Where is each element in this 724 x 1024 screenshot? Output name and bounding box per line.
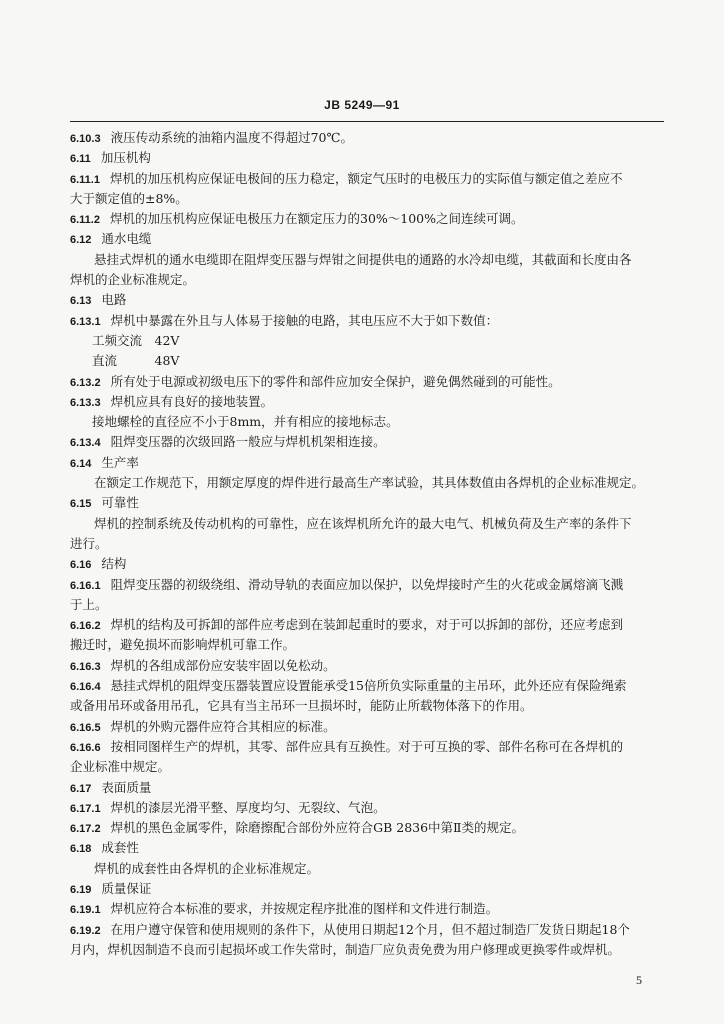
continuation-line bbox=[70, 940, 670, 960]
clause-text: 焊机的成套性由各焊机的企业标准规定。 bbox=[94, 860, 320, 876]
clause-line bbox=[70, 453, 670, 473]
clause-text: 表面质量 bbox=[101, 779, 152, 795]
clause-text: 液压传动系统的油箱内温度不得超过70℃。 bbox=[110, 130, 353, 145]
clause-line bbox=[70, 554, 670, 574]
clause-number: 6.16 bbox=[70, 559, 92, 572]
clause-text: 按相同图样生产的焊机，其零、部件应具有互换性。对于可互换的零、部件名称可在各焊机的 bbox=[110, 738, 624, 754]
clause-text: 企业标准中规定。 bbox=[70, 759, 171, 775]
clause-text: 结构 bbox=[101, 556, 127, 572]
clause-line bbox=[70, 128, 670, 148]
clause-text: 生产率 bbox=[101, 454, 139, 470]
continuation-line bbox=[70, 412, 670, 432]
clause-line bbox=[70, 879, 670, 899]
clause-number: 6.17 bbox=[70, 782, 92, 795]
clause-line bbox=[70, 676, 670, 696]
clause-number: 6.16.1 bbox=[70, 579, 101, 592]
clause-text: 可靠性 bbox=[101, 495, 139, 511]
clause-text: 焊机中暴露在外且与人体易于接触的电路，其电压应不大于如下数值： bbox=[110, 312, 499, 328]
clause-line bbox=[70, 615, 670, 635]
header-rule bbox=[70, 121, 664, 122]
continuation-line bbox=[70, 189, 670, 209]
clause-text: 焊机应具有良好的接地装置。 bbox=[110, 393, 274, 409]
continuation-line bbox=[70, 331, 670, 351]
clause-text: 电路 bbox=[101, 292, 127, 308]
clause-number: 6.16.2 bbox=[70, 620, 101, 633]
clause-text: 成套性 bbox=[101, 840, 139, 856]
clause-number: 6.12 bbox=[70, 234, 92, 247]
clause-line bbox=[70, 778, 670, 798]
clause-line bbox=[70, 392, 670, 412]
clause-text: 焊机的漆层光滑平整、厚度均匀、无裂纹、气泡。 bbox=[110, 799, 386, 815]
continuation-line bbox=[70, 757, 670, 777]
clause-number: 6.16.3 bbox=[70, 660, 101, 673]
clause-text: 焊机的加压机构应保证电极间的压力稳定，额定气压时的电极压力的实际值与额定值之差应不 bbox=[109, 170, 623, 186]
clause-number: 6.19 bbox=[70, 883, 92, 896]
document-body bbox=[70, 128, 670, 960]
clause-text: 接地螺栓的直径应不小于8mm，并有相应的接地标志。 bbox=[92, 414, 399, 430]
clause-text: 进行。 bbox=[70, 535, 108, 551]
clause-text: 加压机构 bbox=[100, 150, 151, 166]
clause-line bbox=[70, 372, 670, 392]
clause-number: 6.13.4 bbox=[70, 437, 101, 450]
clause-number: 6.19.2 bbox=[70, 924, 101, 937]
clause-number: 6.16.6 bbox=[70, 741, 101, 754]
clause-line bbox=[70, 169, 670, 189]
clause-number: 6.13.3 bbox=[70, 396, 101, 409]
continuation-line bbox=[70, 351, 670, 371]
clause-line bbox=[70, 311, 670, 331]
page-number: 5 bbox=[636, 973, 642, 987]
clause-line bbox=[70, 229, 670, 249]
clause-number: 6.11.2 bbox=[70, 214, 100, 227]
continuation-line bbox=[70, 696, 670, 716]
continuation-line bbox=[70, 534, 670, 554]
clause-line bbox=[70, 575, 670, 595]
clause-text: 搬迁时，避免损坏而影响焊机可靠工作。 bbox=[70, 637, 296, 653]
standard-number: JB 5249—91 bbox=[324, 98, 400, 112]
clause-number: 6.19.1 bbox=[70, 904, 101, 917]
clause-line bbox=[70, 717, 670, 737]
clause-text: 阻焊变压器的初级绕组、滑动导轨的表面应加以保护，以免焊接时产生的火花或金属熔滴飞溅 bbox=[110, 576, 624, 592]
continuation-line bbox=[70, 473, 670, 493]
clause-line bbox=[70, 798, 670, 818]
clause-number: 6.13.2 bbox=[70, 376, 101, 389]
clause-text: 焊机的外购元器件应符合其相应的标准。 bbox=[110, 718, 336, 734]
clause-text: 焊机的各组成部份应安装牢固以免松动。 bbox=[110, 657, 336, 673]
clause-text: 在额定工作规范下，用额定厚度的焊件进行最高生产率试验，其具体数值由各焊机的企业标准规定。 bbox=[94, 475, 645, 491]
clause-text: 焊机应符合本标准的要求，并按规定程序批准的图样和文件进行制造。 bbox=[110, 901, 499, 917]
clause-line bbox=[70, 838, 670, 858]
clause-line bbox=[70, 737, 670, 757]
clause-number: 6.17.2 bbox=[70, 823, 101, 836]
clause-line bbox=[70, 209, 670, 229]
clause-number: 6.16.5 bbox=[70, 721, 101, 734]
clause-number: 6.10.3 bbox=[70, 133, 101, 145]
clause-text: 于上。 bbox=[70, 596, 108, 612]
clause-text: 质量保证 bbox=[101, 880, 152, 896]
clause-line bbox=[70, 432, 670, 452]
clause-number: 6.18 bbox=[70, 843, 92, 856]
clause-text: 通水电缆 bbox=[101, 231, 152, 247]
clause-text: 焊机的结构及可拆卸的部件应考虑到在装卸起重时的要求，对于可以拆卸的部份，还应考虑到 bbox=[110, 617, 624, 633]
continuation-line bbox=[70, 270, 670, 290]
clause-line bbox=[70, 493, 670, 513]
clause-text: 焊机的企业标准规定。 bbox=[70, 272, 196, 288]
clause-number: 6.14 bbox=[70, 457, 92, 470]
clause-line bbox=[70, 656, 670, 676]
continuation-line bbox=[70, 635, 670, 655]
clause-text: 直流 48V bbox=[92, 353, 180, 369]
clause-line bbox=[70, 290, 670, 310]
clause-text: 焊机的黑色金属零件，除磨擦配合部份外应符合GB 2836中第Ⅱ类的规定。 bbox=[110, 820, 525, 836]
clause-line bbox=[70, 818, 670, 838]
clause-text: 阻焊变压器的次级回路一般应与焊机机架相连接。 bbox=[110, 434, 386, 450]
clause-text: 悬挂式焊机的阻焊变压器装置应设置能承受15倍所负实际重量的主吊环，此外还应有保险绳索 bbox=[110, 678, 627, 694]
clause-line bbox=[70, 899, 670, 919]
clause-text: 悬挂式焊机的通水电缆即在阻焊变压器与焊钳之间提供电的通路的水冷却电缆，其截面和长度由各 bbox=[94, 251, 632, 267]
clause-number: 6.17.1 bbox=[70, 802, 101, 815]
clause-text: 在用户遵守保管和使用规则的条件下，从使用日期起12个月，但不超过制造厂发货日期起18个 bbox=[110, 921, 630, 937]
clause-number: 6.13.1 bbox=[70, 315, 101, 328]
clause-text: 所有处于电源或初级电压下的零件和部件应加安全保护，避免偶然碰到的可能性。 bbox=[110, 373, 561, 389]
clause-text: 工频交流 42V bbox=[92, 332, 180, 348]
clause-text: 焊机的控制系统及传动机构的可靠性，应在该焊机所允许的最大电气、机械负荷及生产率的条件下 bbox=[94, 515, 632, 531]
clause-line bbox=[70, 920, 670, 940]
continuation-line bbox=[70, 595, 670, 615]
continuation-line bbox=[70, 859, 670, 879]
continuation-line bbox=[70, 250, 670, 270]
clause-text: 大于额定值的±8%。 bbox=[70, 190, 188, 206]
clause-number: 6.15 bbox=[70, 498, 92, 511]
clause-text: 月内，焊机因制造不良而引起损坏或工作失常时，制造厂应负责免费为用户修理或更换零件或焊机。 bbox=[70, 941, 621, 957]
clause-number: 6.13 bbox=[70, 295, 92, 308]
clause-number: 6.11 bbox=[70, 153, 91, 166]
clause-number: 6.16.4 bbox=[70, 681, 101, 694]
clause-line bbox=[70, 148, 670, 168]
clause-number: 6.11.1 bbox=[70, 173, 100, 186]
clause-text: 或备用吊环或备用吊孔，它具有当主吊环一旦损坏时，能防止所载物体落下的作用。 bbox=[70, 698, 533, 714]
clause-text: 焊机的加压机构应保证电极压力在额定压力的30%～100%之间连续可调。 bbox=[109, 211, 524, 227]
continuation-line bbox=[70, 514, 670, 534]
